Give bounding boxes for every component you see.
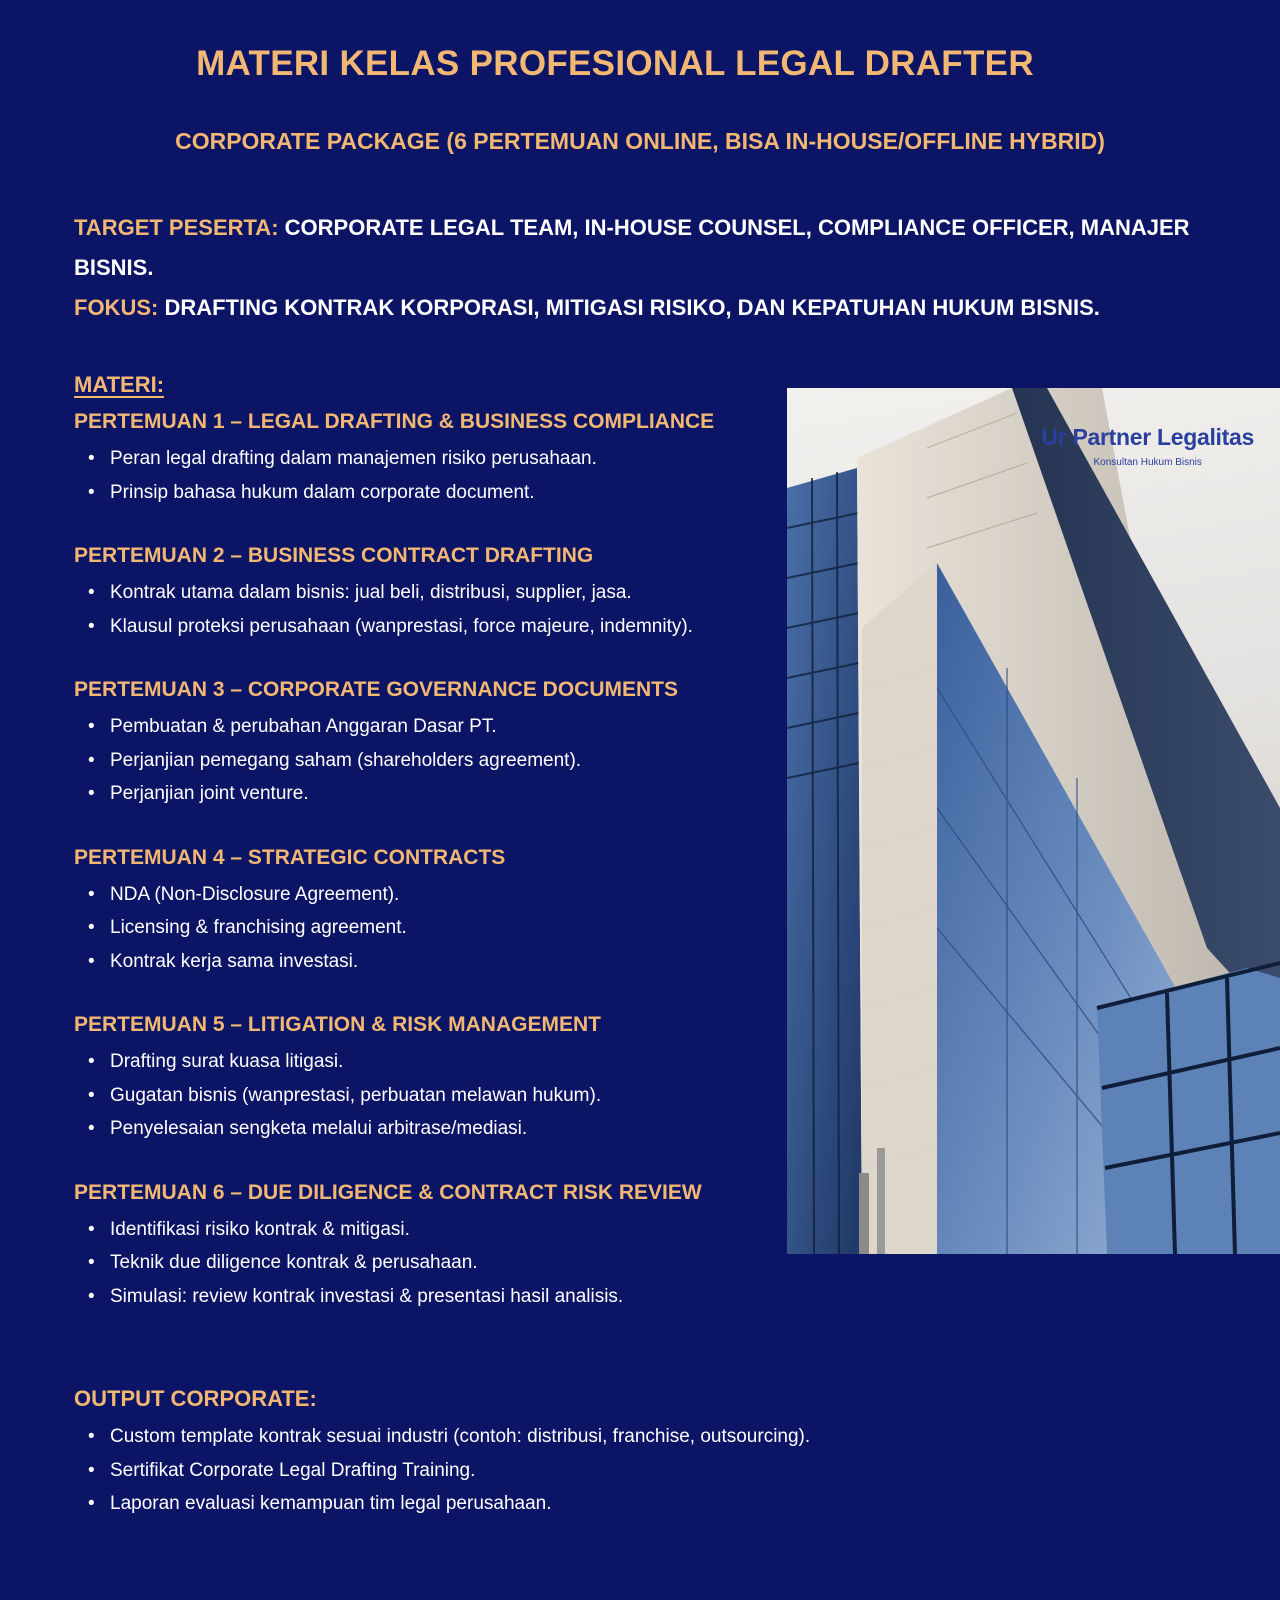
list-item: • Licensing & franchising agreement. — [110, 911, 774, 945]
list-item: • Gugatan bisnis (wanprestasi, perbuatan melawan hukum). — [110, 1079, 774, 1113]
focus-value: DRAFTING KONTRAK KORPORASI, MITIGASI RISIKO, DAN KEPATUHAN HUKUM BISNIS. — [164, 295, 1100, 320]
section-title: PERTEMUAN 5 – LITIGATION & RISK MANAGEMENT — [74, 1013, 601, 1036]
list-item: • Laporan evaluasi kemampuan tim legal perusahaan. — [110, 1487, 1224, 1521]
materi-heading: MATERI: — [74, 372, 165, 397]
focus-line — [74, 288, 1214, 328]
list-item: • Prinsip bahasa hukum dalam corporate document. — [110, 476, 774, 510]
list-item: • Drafting surat kuasa litigasi. — [110, 1045, 774, 1079]
section-title: PERTEMUAN 3 – CORPORATE GOVERNANCE DOCUMENTS — [74, 678, 678, 701]
focus-label: FOKUS: — [74, 295, 159, 320]
section-4 — [74, 844, 774, 979]
section-3 — [74, 676, 774, 811]
target-value: CORPORATE LEGAL TEAM, IN-HOUSE COUNSEL, COMPLIANCE OFFICER, MANAJER BISNIS. — [74, 215, 1190, 280]
package-subtitle: CORPORATE PACKAGE (6 PERTEMUAN ONLINE, BISA IN-HOUSE/OFFLINE HYBRID) — [175, 128, 1105, 154]
list-item: • Perjanjian joint venture. — [110, 777, 774, 811]
brand-tagline: Konsultan Hukum Bisnis — [1093, 457, 1202, 468]
list-item: • Sertifikat Corporate Legal Drafting Training. — [110, 1454, 1224, 1488]
section-title: PERTEMUAN 2 – BUSINESS CONTRACT DRAFTING — [74, 544, 594, 567]
target-line — [74, 208, 1214, 288]
output-section — [74, 1384, 1224, 1521]
page-title: MATERI KELAS PROFESIONAL LEGAL DRAFTER — [196, 44, 1034, 83]
list-item: • Custom template kontrak sesuai industri (contoh: distribusi, franchise, outsourcing). — [110, 1420, 1224, 1454]
list-item: • Pembuatan & perubahan Anggaran Dasar PT. — [110, 710, 774, 744]
list-item: • Kontrak kerja sama investasi. — [110, 945, 774, 979]
section-title: PERTEMUAN 6 – DUE DILIGENCE & CONTRACT RISK REVIEW — [74, 1180, 702, 1204]
list-item: • Klausul proteksi perusahaan (wanprestasi, force majeure, indemnity). — [110, 610, 774, 644]
section-title: PERTEMUAN 1 – LEGAL DRAFTING & BUSINESS COMPLIANCE — [74, 410, 715, 433]
signpost — [859, 1173, 869, 1254]
signpost-2 — [877, 1148, 885, 1254]
list-item: • Perjanjian pemegang saham (shareholders agreement). — [110, 744, 774, 778]
list-item: • Simulasi: review kontrak investasi & presentasi hasil analisis. — [110, 1280, 774, 1314]
target-label: TARGET PESERTA: — [74, 215, 279, 240]
list-item: • NDA (Non-Disclosure Agreement). — [110, 878, 774, 912]
output-title: OUTPUT CORPORATE: — [74, 1386, 317, 1411]
section-5 — [74, 1011, 774, 1146]
building-photo — [787, 388, 1280, 1254]
section-2 — [74, 542, 774, 643]
list-item: • Peran legal drafting dalam manajemen risiko perusahaan. — [110, 442, 774, 476]
section-6 — [74, 1179, 774, 1314]
front-pillar — [862, 563, 937, 1254]
skyscraper-illustration — [787, 388, 1280, 1254]
intro-block — [74, 208, 1214, 328]
list-item: • Identifikasi risiko kontrak & mitigasi. — [110, 1213, 774, 1247]
section-1 — [74, 408, 774, 509]
list-item: • Kontrak utama dalam bisnis: jual beli, distribusi, supplier, jasa. — [110, 576, 774, 610]
list-item: • Teknik due diligence kontrak & perusahaan. — [110, 1246, 774, 1280]
list-item: • Penyelesaian sengketa melalui arbitrase/mediasi. — [110, 1112, 774, 1146]
brand-name: Ur Partner Legalitas — [1041, 424, 1254, 450]
left-tower — [787, 468, 862, 1254]
glass-box — [1097, 968, 1280, 1254]
section-title: PERTEMUAN 4 – STRATEGIC CONTRACTS — [74, 845, 506, 869]
sections-list — [74, 408, 774, 1346]
brand-logo — [1041, 424, 1254, 468]
